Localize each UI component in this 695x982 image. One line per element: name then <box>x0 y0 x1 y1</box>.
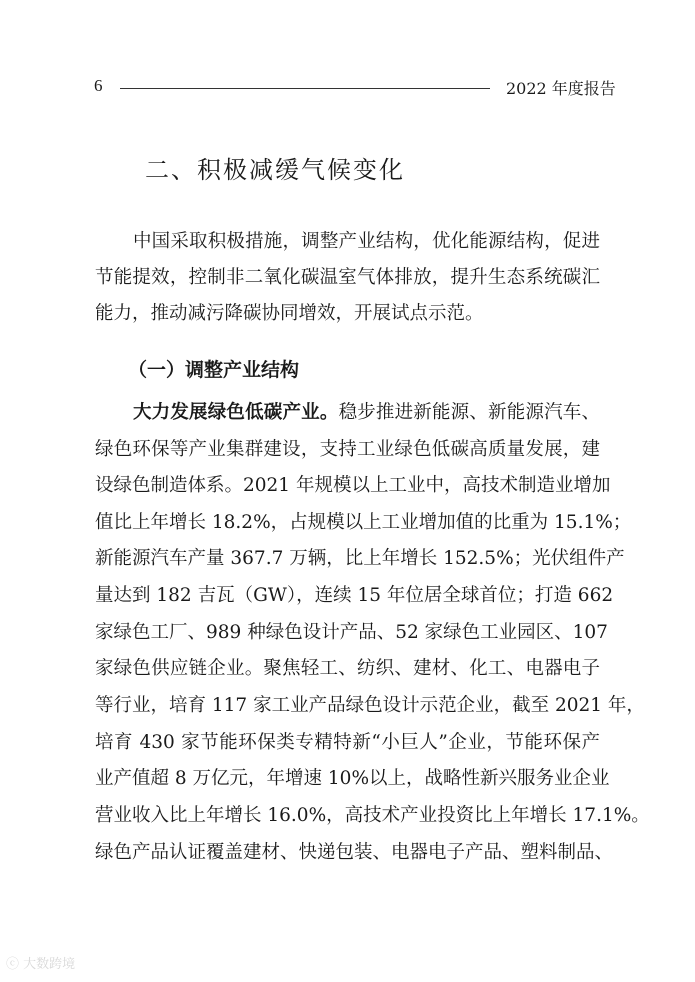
text-line: 营业收入比上年增长 16.0%，高技术产业投资比上年增长 17.1%。 <box>95 805 650 826</box>
text-line: 能力，推动减污降碳协同增效，开展试点示范。 <box>95 303 484 324</box>
text-line: 新能源汽车产量 367.7 万辆，比上年增长 152.5%；光伏组件产 <box>95 548 625 569</box>
subsection-title: （一）调整产业结构 <box>128 359 300 381</box>
page-number: 6 <box>94 76 103 95</box>
watermark-text: 大数跨境 <box>23 957 76 972</box>
report-title: 2022 年度报告 <box>506 79 616 98</box>
header-rule <box>120 88 490 89</box>
text-line: 量达到 182 吉瓦（GW），连续 15 年位居全球首位；打造 662 <box>95 585 614 606</box>
text-line: 绿色产品认证覆盖建材、快递包装、电器电子产品、塑料制品、 <box>95 842 614 863</box>
watermark-logo-icon: ⓒ <box>6 957 24 972</box>
text-line: 值比上年增长 18.2%，占规模以上工业增加值的比重为 15.1%； <box>95 512 632 533</box>
text-line: 家绿色工厂、989 种绿色设计产品、52 家绿色工业园区、107 <box>95 622 608 643</box>
text-line: 业产值超 8 万亿元，年增速 10%以上，战略性新兴服务业企业 <box>95 768 610 789</box>
text-line: 中国采取积极措施，调整产业结构，优化能源结构，促进 <box>133 231 600 252</box>
text-line: 绿色环保等产业集群建设，支持工业绿色低碳高质量发展，建 <box>95 439 600 460</box>
text-line: 等行业，培育 117 家工业产品绿色设计示范企业，截至 2021 年， <box>95 695 645 716</box>
section-title: 二、积极减缓气候变化 <box>145 156 405 184</box>
text-span: 稳步推进新能源、新能源汽车、 <box>338 402 600 423</box>
text-line: 设绿色制造体系。2021 年规模以上工业中，高技术制造业增加 <box>95 475 611 496</box>
watermark <box>6 953 75 972</box>
text-line: 培育 430 家节能环保类专精特新“小巨人”企业，节能环保产 <box>95 732 600 753</box>
text-line: 节能提效，控制非二氧化碳温室气体排放，提升生态系统碳汇 <box>95 267 600 288</box>
lead-sentence: 大力发展绿色低碳产业。 <box>133 402 339 423</box>
text-line: 家绿色供应链企业。聚焦轻工、纺织、建材、化工、电器电子 <box>95 658 600 679</box>
text-line <box>133 401 600 425</box>
